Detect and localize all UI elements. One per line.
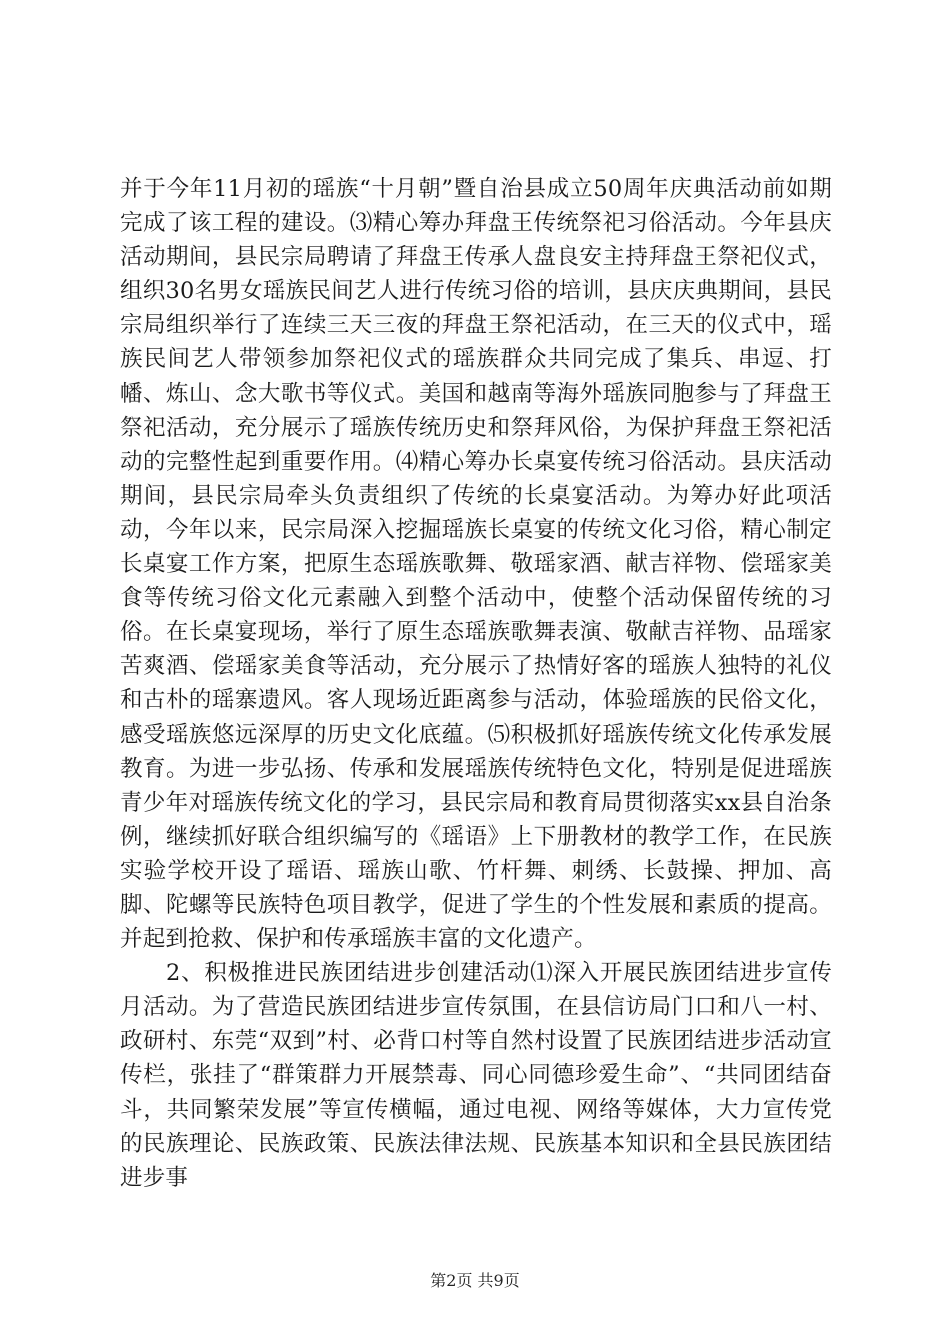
paragraph-1: 并于今年11月初的瑶族“十月朝”暨自治县成立50周年庆典活动前如期完成了该工程的建设。⑶精心筹办拜盘王传统祭祀习俗活动。今年县庆活动期间，县民宗局聘请了拜盘王传承人盘良安主持拜盘王祭祀仪式，组织30名男女瑶族民间艺人进行传统习俗的培训，县庆庆典期间，县民宗局组织举行了连续三天三夜的拜盘王祭祀活动，在三天的仪式中，瑶族民间艺人带领参加祭祀仪式的瑶族群众共同完成了集兵、串逗、打幡、炼山、念大歌书等仪式。美国和越南等海外瑶族同胞参与了拜盘王祭祀活动，充分展示了瑶族传统历史和祭拜风俗，为保护拜盘王祭祀活动的完整性起到重要作用。⑷精心筹办长桌宴传统习俗活动。县庆活动期间，县民宗局牵头负责组织了传统的长桌宴活动。为筹办好此项活动，今年以来，民宗局深入挖掘瑶族长桌宴的传统文化习俗，精心制定长桌宴工作方案，把原生态瑶族歌舞、敬瑶家酒、献吉祥物、偿瑶家美食等传统习俗文化元素融入到整个活动中，使整个活动保留传统的习俗。在长桌宴现场，举行了原生态瑶族歌舞表演、敬献吉祥物、品瑶家苦爽酒、偿瑶家美食等活动，充分展示了热情好客的瑶族人独特的礼仪和古朴的瑶寨遗风。客人现场近距离参与活动，体验瑶族的民俗文化，感受瑶族悠远深厚的历史文化底蕴。⑸积极抓好瑶族传统文化传承发展教育。为进一步弘扬、传承和发展瑶族传统特色文化，特别是促进瑶族青少年对瑶族传统文化的学习，县民宗局和教育局贯彻落实xx县自治条例，继续抓好联合组织编写的《瑶语》上下册教材的教学工作，在民族实验学校开设了瑶语、瑶族山歌、竹杆舞、刺绣、长鼓操、押加、高脚、陀螺等民族特色项目教学，促进了学生的个性发展和素质的提高。并起到抢救、保护和传承瑶族丰富的文化遗产。: [120, 176, 832, 953]
document-body: [120, 172, 832, 1195]
page-footer: 第2页 共9页: [430, 1271, 520, 1290]
paragraph-2: 2、积极推进民族团结进步创建活动⑴深入开展民族团结进步宣传月活动。为了营造民族团结进步宣传氛围，在县信访局门口和八一村、政研村、东莞“双到”村、必背口村等自然村设置了民族团结进步活动宣传栏，张挂了“群策群力开展禁毒、同心同德珍爱生命”、“共同团结奋斗，共同繁荣发展”等宣传横幅，通过电视、网络等媒体，大力宣传党的民族理论、民族政策、民族法律法规、民族基本知识和全县民族团结进步事: [120, 960, 832, 1191]
